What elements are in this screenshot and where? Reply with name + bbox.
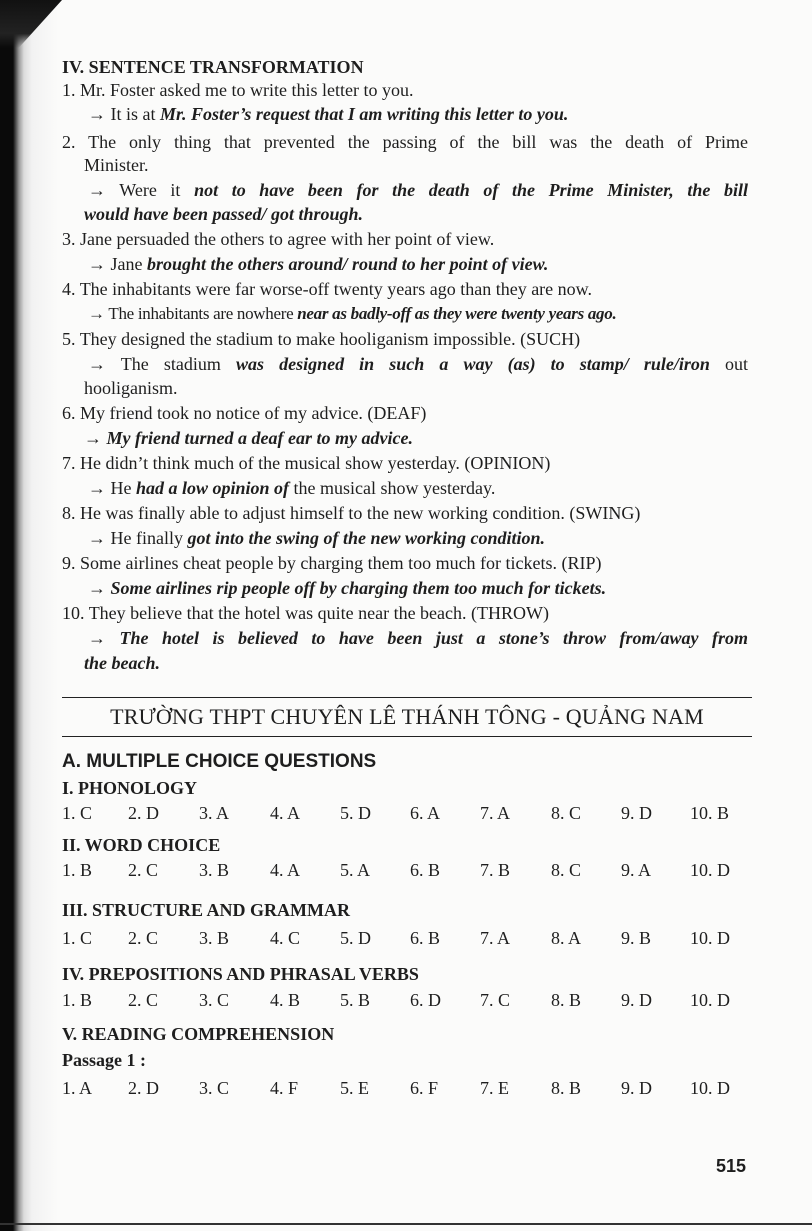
divider-bottom <box>62 736 752 737</box>
answer-6: → My friend turned a deaf ear to my advice. <box>84 428 413 448</box>
school-heading: TRƯỜNG THPT CHUYÊN LÊ THÁNH TÔNG - QUẢNG NAM <box>110 704 704 729</box>
subsection-title: V. READING COMPREHENSION <box>62 1024 335 1044</box>
answer-8: → He finally got into the swing of the new working condition. <box>88 528 546 548</box>
answer-1: → It is at Mr. Foster’s request that I am writing this letter to you. <box>88 104 569 124</box>
question-5: 5. They designed the stadium to make hooliganism impossible. (SUCH) <box>62 329 581 349</box>
answer-10: → The hotel is believed to have been just a stone’s throw from/away from <box>88 628 749 648</box>
section-title-multiple-choice: A. MULTIPLE CHOICE QUESTIONS <box>62 751 377 772</box>
question-4: 4. The inhabitants were far worse-off twenty years ago than they are now. <box>62 279 592 299</box>
subsection-title: II. WORD CHOICE <box>62 835 221 855</box>
answer-5: → The stadium was designed in such a way (as) to stamp/ rule/iron out <box>88 354 748 374</box>
answer-row: 1. C 2. D 3. A 4. A 5. D 6. A 7. A 8. C 9. D 10. B <box>62 803 730 823</box>
answer-2: → Were it not to have been for the death of the Prime Minister, the bill <box>88 180 748 200</box>
question-3: 3. Jane persuaded the others to agree with her point of view. <box>62 229 495 249</box>
answer-row: 1. B 2. C 3. C 4. B 5. B 6. D 7. C 8. B 9. D 10. D <box>62 990 730 1010</box>
page-bottom-edge <box>0 1223 812 1225</box>
passage-label: Passage 1 : <box>62 1050 146 1070</box>
answer-7: → He had a low opinion of the musical show yesterday. <box>88 478 496 498</box>
subsection-title: I. PHONOLOGY <box>62 778 198 798</box>
question-2-cont: Minister. <box>84 155 149 175</box>
answer-10-cont: the beach. <box>84 653 160 673</box>
answer-row: 1. C 2. C 3. B 4. C 5. D 6. B 7. A 8. A 9. B 10. D <box>62 928 730 948</box>
page-number: 515 <box>715 1156 746 1176</box>
answer-9: → Some airlines rip people off by charging them too much for tickets. <box>88 578 607 598</box>
answer-2-cont: would have been passed/ got through. <box>84 204 364 224</box>
answer-5-cont: hooliganism. <box>84 378 178 398</box>
question-8: 8. He was finally able to adjust himself to the new working condition. (SWING) <box>62 503 641 523</box>
answer-4: → The inhabitants are nowhere near as badly-off as they were twenty years ago. <box>88 304 617 323</box>
question-2: 2. The only thing that prevented the passing of the bill was the death of Prime <box>62 132 748 152</box>
section-title-sentence-transformation: IV. SENTENCE TRANSFORMATION <box>62 57 364 77</box>
book-spine-shadow <box>0 0 58 1231</box>
question-9: 9. Some airlines cheat people by charging them too much for tickets. (RIP) <box>62 553 602 573</box>
subsection-title: III. STRUCTURE AND GRAMMAR <box>62 900 351 920</box>
answer-3: → Jane brought the others around/ round to her point of view. <box>88 254 549 274</box>
question-6: 6. My friend took no notice of my advice. (DEAF) <box>62 403 427 423</box>
answer-row: 1. A 2. D 3. C 4. F 5. E 6. F 7. E 8. B 9. D 10. D <box>62 1078 730 1098</box>
question-7: 7. He didn’t think much of the musical show yesterday. (OPINION) <box>62 453 551 473</box>
question-1: 1. Mr. Foster asked me to write this letter to you. <box>62 80 414 100</box>
question-10: 10. They believe that the hotel was quite near the beach. (THROW) <box>62 603 550 623</box>
subsection-title: IV. PREPOSITIONS AND PHRASAL VERBS <box>62 964 419 984</box>
divider-top <box>62 697 752 698</box>
answer-row: 1. B 2. C 3. B 4. A 5. A 6. B 7. B 8. C 9. A 10. D <box>62 860 730 880</box>
